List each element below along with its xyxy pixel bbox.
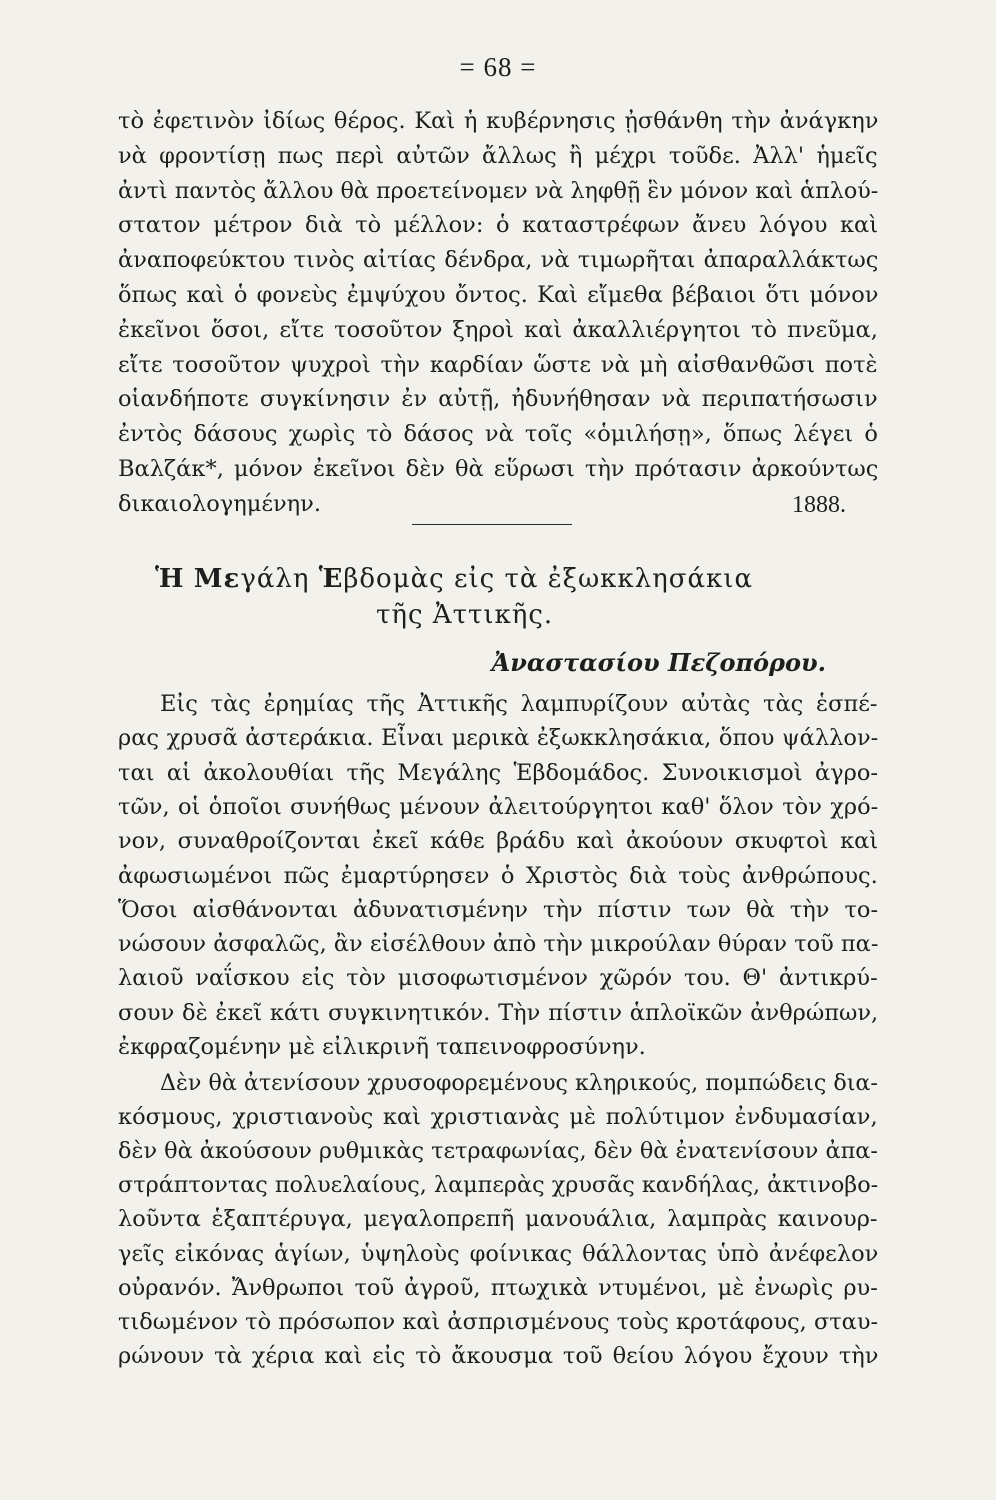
text-line: ἀναποφεύκτου τινὸς αἰτίας δένδρα, νὰ τιμωρῆται ἀπαραλλάκτως [118,247,879,274]
text-line: ρας χρυσᾶ ἀστεράκια. Εἶναι μερικὰ ἐξωκκλησάκια, ὅπου ψάλλον- [118,725,879,752]
text-line: ἐκφραζομένην μὲ εἰλικρινῆ ταπεινοφροσύνην. [118,1034,646,1060]
title-word-1: Ἡ [155,564,185,594]
text-line: ἐντὸς δάσους χωρὶς τὸ δάσος νὰ τοῖς «ὁμιλήσῃ», ὅπως λέγει ὁ [118,421,878,448]
text-line: σουν δὲ ἐκεῖ κάτι συγκινητικόν. Τὴν πίστιν ἁπλοϊκῶν ἀνθρώπων, [118,999,879,1026]
title-word-3-start: Ἑ [318,564,344,594]
text-line: οὐρανόν. Ἄνθρωποι τοῦ ἀγροῦ, πτωχικὰ ντυμένοι, μὲ ἐνωρὶς ρυ- [118,1274,878,1301]
text-line: Εἰς τὰς ἐρημίας τῆς Ἀττικῆς λαμπυρίζουν αὐτὰς τὰς ἑσπέ- [160,691,878,717]
text-line: ἀντὶ παντὸς ἄλλου θὰ προετείνομεν νὰ ληφθῇ ἓν μόνον καὶ ἁπλού- [118,177,879,204]
title-word-2-rest: γάλη [240,564,310,594]
section-divider [412,524,572,525]
text-line: Βαλζάκ*, μόνον ἐκεῖνοι δὲν θὰ εὕρωσι τὴν πρότασιν ἀρκούντως [118,456,879,482]
text-line: γεῖς εἰκόνας ἁγίων, ὑψηλοὺς φοίνικας θάλλοντας ὑπὸ ἀνέφελον [118,1240,879,1267]
article-author: Ἀναστασίου Πεζοπόρου. [491,648,826,677]
text-line: δικαιολογημένην. [118,490,321,517]
article-title-line-1 [155,564,753,594]
text-line: νὰ φροντίσῃ πως περὶ αὐτῶν ἄλλως ἢ μέχρι τοῦδε. Ἀλλ' ἡμεῖς [118,142,878,169]
text-line: λαιοῦ ναΐσκου εἰς τὸν μισοφωτισμένον χῶρόν του. Θ' ἀντικρύ- [118,965,878,992]
text-line: κόσμους, χριστιανοὺς καὶ χριστιανὰς μὲ πολύτιμον ἐνδυμασίαν, [118,1104,878,1131]
text-line: ὅπως καὶ ὁ φονεὺς ἐμψύχου ὄντος. Καὶ εἴμεθα βέβαιοι ὅτι μόνον [118,282,879,308]
text-line: ἐκεῖνοι ὅσοι, εἴτε τοσοῦτον ξηροὶ καὶ ἀκαλλιέργητοι τὸ πνεῦμα, [118,316,878,343]
text-line: νον, συναθροίζονται ἐκεῖ κάθε βράδυ καὶ ἀκούουν σκυφτοὶ καὶ [118,828,879,855]
text-line: τῶν, οἱ ὁποῖοι συνήθως μένουν ἀλειτούργητοι καθ' ὅλον τὸν χρό- [118,793,879,820]
text-line: οἱανδήποτε συγκίνησιν ἐν αὐτῇ, ἠδυνήθησαν νὰ περιπατήσωσιν [118,386,878,413]
text-line: δὲν θὰ ἀκούσουν ρυθμικὰς τετραφωνίας, δὲν θὰ ἐνατενίσουν ἀπα- [118,1138,878,1165]
title-word-2-start: Με [193,564,241,594]
text-line: στατον μέτρον διὰ τὸ μέλλον: ὁ καταστρέφων ἄνευ λόγου καὶ [118,212,879,239]
text-line: ται αἱ ἀκολουθίαι τῆς Μεγάλης Ἑβδομάδος. Συνοικισμοὶ ἀγρο- [118,759,878,786]
page-number: = 68 = [459,52,537,82]
text-line: ρώνουν τὰ χέρια καὶ εἰς τὸ ἄκουσμα τοῦ θείου λόγου ἔχουν τὴν [118,1342,879,1369]
article-title-line-2: τῆς Ἀττικῆς. [376,600,554,630]
text-line: τιδωμένον τὸ πρόσωπον καὶ ἀσπρισμένους τοὺς κροτάφους, σταυ- [118,1308,879,1335]
text-line: λοῦντα ἑξαπτέρυγα, μεγαλοπρεπῆ μανουάλια, λαμπρὰς καινουρ- [118,1206,878,1233]
text-line: τὸ ἐφετινὸν ἰδίως θέρος. Καὶ ἡ κυβέρνησις ᾐσθάνθη τὴν ἀνάγκην [118,108,879,134]
text-line: ἀφωσιωμένοι πῶς ἐμαρτύρησεν ὁ Χριστὸς διὰ τοὺς ἀνθρώπους. [118,862,878,889]
text-line: Δὲν θὰ ἀτενίσουν χρυσοφορεμένους κληρικούς, πομπώδεις δια- [160,1070,878,1096]
title-word-3-rest: βδομὰς εἰς τὰ ἐξωκκλησάκια [343,564,754,594]
text-line: στράπτοντας πολυελαίους, λαμπερὰς χρυσᾶς κανδήλας, ἀκτινοβο- [118,1172,879,1199]
text-line: Ὅσοι αἰσθάνονται ἀδυνατισμένην τὴν πίστιν των θὰ τὴν το- [118,896,879,923]
text-line: εἴτε τοσοῦτον ψυχροὶ τὴν καρδίαν ὥστε νὰ μὴ αἰσθανθῶσι ποτὲ [118,351,878,378]
year: 1888. [792,492,846,518]
text-line: νώσουν ἀσφαλῶς, ἂν εἰσέλθουν ἀπὸ τὴν μικρούλαν θύραν τοῦ πα- [118,931,879,958]
